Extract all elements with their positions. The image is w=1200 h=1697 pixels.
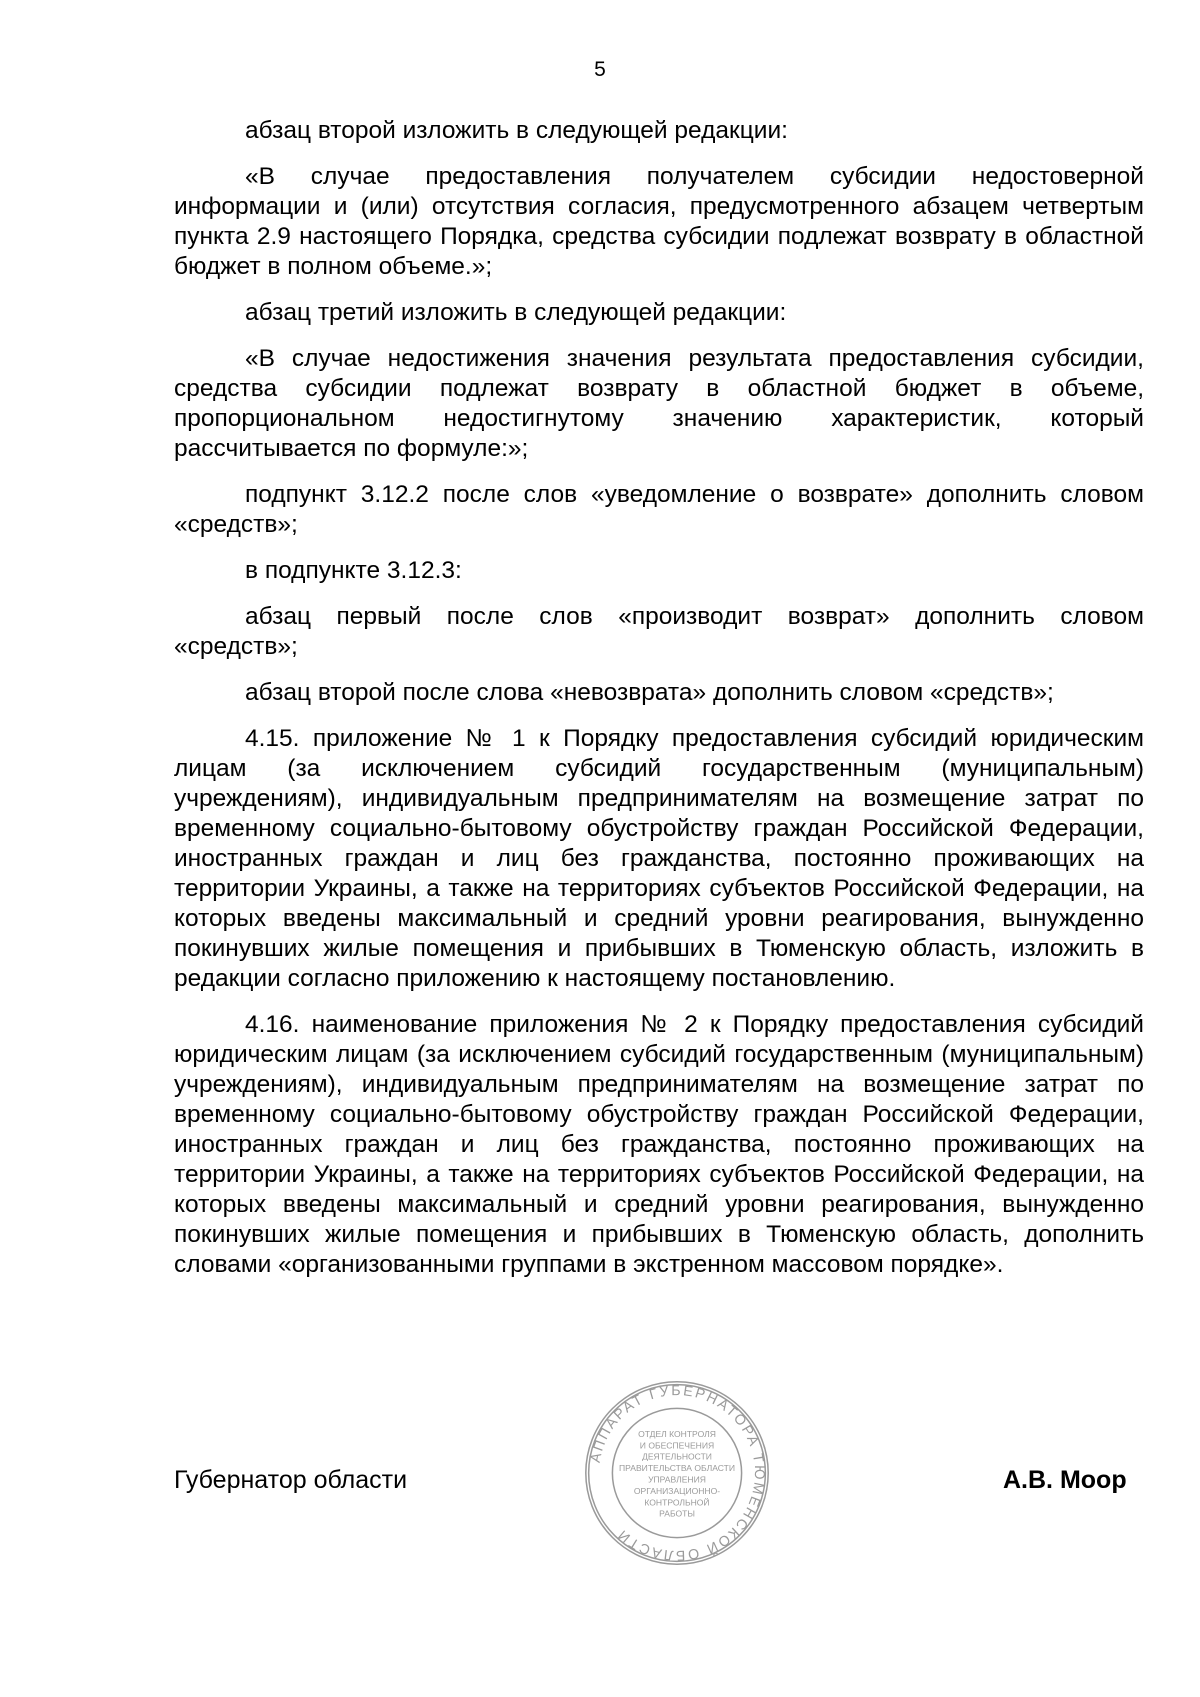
- svg-text:УПРАВЛЕНИЯ: УПРАВЛЕНИЯ: [648, 1474, 706, 1485]
- signature-name: А.В. Моор: [1003, 1466, 1127, 1494]
- svg-text:ОРГАНИЗАЦИОННО-: ОРГАНИЗАЦИОННО-: [633, 1485, 721, 1496]
- paragraph: 4.15. приложение № 1 к Порядку предоставления субсидий юридическим лицам (за исключением субсидий государственным (муниципальным) учреждениям), индивидуальным предпринимателям на возмещение затрат по временному социально-бытовому обустройству граждан Российской Федерации, иностранных граждан и лиц без гражданства, постоянно проживающих на территории Украины, а также на территориях субъектов Российской Федерации, на которых введены максимальный и средний уровни реагирования, вынужденно покинувших жилые помещения и прибывших в Тюменскую область, изложить в редакции согласно приложению к настоящему постановлению.: [174, 725, 1144, 992]
- svg-text:ОТДЕЛ КОНТРОЛЯ: ОТДЕЛ КОНТРОЛЯ: [638, 1428, 716, 1439]
- paragraph: подпункт 3.12.2 после слов «уведомление о возврате» дополнить словом «средств»;: [174, 481, 1144, 538]
- svg-text:И ОБЕСПЕЧЕНИЯ: И ОБЕСПЕЧЕНИЯ: [639, 1440, 715, 1451]
- signature-position: Губернатор области: [174, 1466, 408, 1494]
- svg-text:ДЕЯТЕЛЬНОСТИ: ДЕЯТЕЛЬНОСТИ: [642, 1451, 712, 1462]
- document-body: [174, 116, 1144, 1296]
- paragraph: в подпункте 3.12.3:: [245, 557, 462, 584]
- paragraph: абзац второй изложить в следующей редакции:: [245, 117, 788, 144]
- paragraph: «В случае недостижения значения результата предоставления субсидии, средства субсидии подлежат возврату в областной бюджет в объеме, пропорциональном недостигнутому значению характеристик, который рассчитывается по формуле:»;: [174, 345, 1144, 462]
- paragraph: абзац второй после слова «невозврата» дополнить словом «средств»;: [245, 679, 1054, 706]
- svg-text:ПРАВИТЕЛЬСТВА ОБЛАСТИ: ПРАВИТЕЛЬСТВА ОБЛАСТИ: [619, 1463, 735, 1474]
- svg-text:РАБОТЫ: РАБОТЫ: [659, 1508, 695, 1519]
- paragraph: 4.16. наименование приложения № 2 к Порядку предоставления субсидий юридическим лицам (за исключением субсидий государственным (муниципальным) учреждениям), индивидуальным предпринимателям на возмещение затрат по временному социально-бытовому обустройству граждан Российской Федерации, иностранных граждан и лиц без гражданства, постоянно проживающих на территории Украины, а также на территориях субъектов Российской Федерации, на которых введены максимальный и средний уровни реагирования, вынужденно покинувших жилые помещения и прибывших в Тюменскую область, дополнить словами «организованными группами в экстренном массовом порядке».: [174, 1011, 1144, 1278]
- official-stamp: [582, 1378, 772, 1568]
- paragraph: абзац первый после слов «производит возврат» дополнить словом «средств»;: [174, 603, 1144, 660]
- page-number: 5: [594, 58, 606, 81]
- paragraph: «В случае предоставления получателем субсидии недостоверной информации и (или) отсутствия согласия, предусмотренного абзацем четвертым пункта 2.9 настоящего Порядка, средства субсидии подлежат возврату в областной бюджет в полном объеме.»;: [174, 163, 1144, 280]
- stamp-outer-text: АППАРАТ ГУБЕРНАТОРА ТЮМЕНСКОЙ ОБЛАСТИ: [587, 1383, 767, 1564]
- svg-text:КОНТРОЛЬНОЙ: КОНТРОЛЬНОЙ: [644, 1497, 710, 1508]
- paragraph: абзац третий изложить в следующей редакции:: [245, 299, 787, 326]
